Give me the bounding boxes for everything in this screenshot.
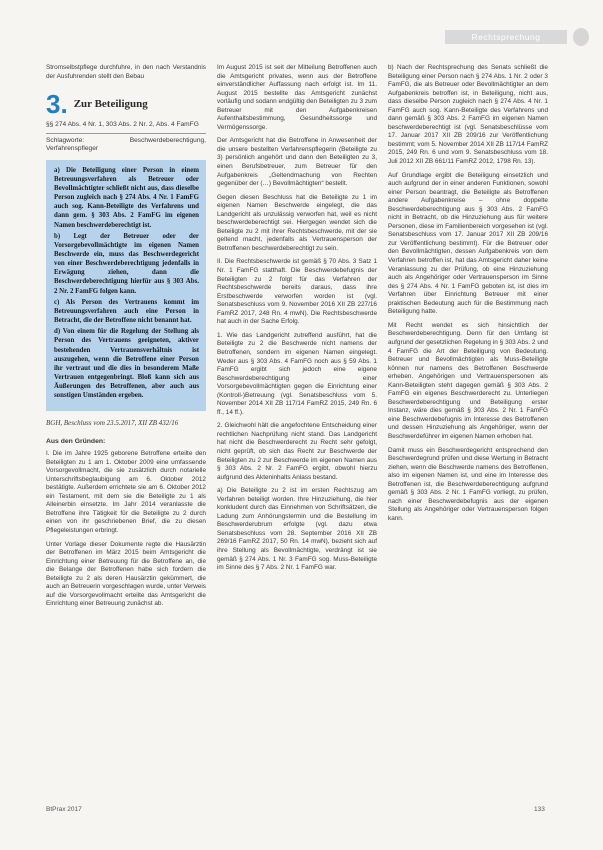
body-paragraph: 1. Wie das Landgericht zutreffend ausführt, hat die Beteiligte zu 2 die Beschwerde nicht namens der Betroffenen, sondern im eigenen Namen eingelegt. Weder aus § 303 Abs. 4 FamFG noch aus § 59 Abs. 1 FamFG ergibt sich jedoch eine eigene Beschwerdeberechtigung einer Vorsorgebevollmächtigten gegen die Einrichtung einer (Kontroll-)Betreuung (vgl. Senatsbeschluss vom 5. November 2014 XII ZB 117/14 FamRZ 2015, 249 Rn. 6 ff., 14 ff.). [217,331,377,416]
body-paragraph: Mit Recht wendet es sich hinsichtlich der Beschwerdeberechtigung. Denn für den Umfang ist aufgrund der gesetzlichen Regelung in § 303 Abs. 2 und 4 FamFG die Art der Beteiligung von Bedeutung. Betreuer und Bevollmächtigten als Muss-Beteiligte können nur namens des Betroffenen Beschwerde erheben. Angehörigen und Vertrauenspersonen als Kann-Beteiligten steht dagegen gemäß § 303 Abs. 2 FamFG ein eigenes Beschwerderecht zu. Unterliegen Beschwerdeberechtigung und Beteiligung erster Instanz, wäre dies gemäß § 303 Abs. 2 Nr. 1 FamFG eine Beschwerdebefugnis im Interesse des Betroffenen und dessen Hinzuziehung als Angehöriger, wenn der Beschwerdeführer im eigenen Namen erhoben hat. [388,321,548,440]
keywords: Schlagworte: Beschwerdeberechtigung, Verfahrenspfleger [46,136,206,153]
body-paragraph: Im August 2015 ist seit der Mitteilung Betroffenen auch die Amtsgericht privates, wenn aus der Betroffene einverständlicher Auffassung nach erfolgt ist. Im 11. August 2015 bestellte das Amtsgericht zunächst vorläufig und sodann endgültig den Beteiligten zu 3 zum Betreuer mit den Aufgabenkreisen Aufenthaltsbestimmung, Gesundheitssorge und Vermögenssorge. [217,64,377,131]
body-paragraph: a) Die Beteiligte zu 2 ist im ersten Rechtszug am Verfahren beteiligt worden. Ihre Hinzuziehung, die hier konkludent durch das Einnehmen von Schriftsätzen, die Ladung zum Anhörungstermin und die Bestellung im Beschwerderubrum erfolgte (vgl. dazu etwa Senatsbeschluss vom 28. September 2016 XII ZB 269/16 FamRZ 2017, 50 Rn. 14 mwN), bezieht sich auf ihre Stellung als Bevollmächtigte, verdrängt ist sie gemäß § 274 Abs. 1 Nr. 3 FamFG sog. Muss-Beteiligte im Sinne des § 7 Abs. 2 Nr. 1 FamFG war. [217,487,377,572]
body-paragraph: Damit muss ein Beschwerdegericht entsprechend den Beschwerdegrund prüfen und diese Wertung in Betracht ziehen, wenn die Beschwerde namens des Betroffenen, also im eigenen Namen ist, und eine im Interesse des Betroffenen ist, die Beschwerdeberechtigung aufgrund gemäß § 303 Abs. 2 Nr. 1 FamFG vorliegt, zu prüfen, nach einer Beschwerdebefugnis aus der eigenen Stellung als Angehöriger oder Vertrauensperson folgen kann. [388,446,548,522]
section-header-label: Rechtsprechung [471,32,541,42]
section-header-bar [445,30,567,44]
column-right [388,64,548,528]
body-paragraph: 2. Gleichwohl hält die angefochtene Entscheidung einer rechtlichen Nachprüfung nicht stand. Das Landgericht hat nicht die Beschwerderecht zu Recht sehr gefolgt, nicht geprüft, ob sich das Recht zur Beschwerde der Beteiligten zu 2 zur Beschwerde im eigenen Namen aus § 303 Abs. 2 Nr. 2 FamFG ergibt, obwohl hierzu aufgrund des Akteninhalts Anlass bestand. [217,422,377,481]
body-paragraph: b) Nach der Rechtsprechung des Senats schließt die Beteiligung einer Person nach § 274 Abs. 1 Nr. 2 oder 3 FamFG, die als Betreuer oder Bevollmächtigter an dem Aufgabenkreis betroffen ist, in Beteiligung, nicht aus, dass dieselbe Person zugleich nach § 274 Abs. 4 Nr. 1 FamFG auch sog. Kann-Beteiligte des Verfahrens und dann gemäß § 303 Abs. 2 FamFG im eigenen Namen beschwerdeberechtigt ist (vgl. Senatsbeschlüsse vom 17. Januar 2017 XII ZB 209/16 zur Veröffentlichung bestimmt; vom 5. November 2014 XII ZB 117/14 FamRZ 2015, 249 Rn. 6 und vom 9. Senatsbeschluss vom 18. Juli 2012 XII ZB 661/11 FamRZ 2012, 1798 Rn. 13). [388,64,548,166]
section-number: 3. [46,89,68,120]
body-paragraph: II. Die Rechtsbeschwerde ist gemäß § 70 Abs. 3 Satz 1 Nr. 1 FamFG statthaft. Die Beschwerdebefugnis der Beteiligten zu 2 folgt für das Verfahren der Rechtsbeschwerde bereits daraus, dass ihre Erstbeschwerde verworfen worden ist (vgl. Senatsbeschluss vom 9. November 2016 XII ZB 227/16 FamRZ 2017, 248 Rn. 4 mwN). Die Rechtsbeschwerde hat auch in der Sache Erfolg. [217,258,377,326]
headnote: b) Legt der Betreuer oder der Vorsorgebevollmächtigte im eigenen Namen Beschwerde ein, muss das Beschwerdegericht von einer Beschwerdeberechtigung jedenfalls in Erwägung ziehen, dann die Beschwerdeberechtigung hierfür aus § 303 Abs. 2 Nr. 2 FamFG folgen kann. [54,232,199,295]
body-paragraph: Auf Grundlage ergibt die Beteiligung einsetzlich und auch aufgrund der in einer anderen Funktionen, sowohl einer Person beantragt, die Beteiligte als Betroffenen andere Aufgabenkreise – ohne doppelte Beschwerdeberechtigung aus § 303 Abs. 2 FamFG nicht in Betracht, ob die Hinzuziehung aus für weitere Personen, diese im Familienbereich vorgesehen ist (vgl. Senatsbeschluss vom 17. Januar 2017 XII ZB 209/16 zur Veröffentlichung bestimmt). Für die Betreuer oder den Bevollmächtigten, dessen Aufgabenkreis von dem Verfahren betroffen ist, hat das Amtsgericht daher keine Veranlassung zu der Prüfung, ob eine Hinzuziehung auch als Angehöriger oder Vertrauensperson im Sinne des § 274 Abs. 4 Nr. 1 FamFG geboten ist, ist dies im Verfahren über Einrichtung Betreuer mit einer praktischen Bedeutung auch für die Bestimmung nach Beteiligung hatte. [388,171,548,316]
body-paragraph: Unter Vorlage dieser Dokumente regte die Hausärztin der Betroffenen im März 2015 beim Amtsgericht die Einrichtung einer Betreuung für die Betroffene an, die die Belange der Betroffenen habe sich fordern die Beteiligte zu 2 als deren Hausärztin gekümmert, die auch an Betreuerin vorgeschlagen wurde, unter Verweis auf die Vorsorgevollmacht erteilte das Amtsgericht die Einrichtung einer Betreuung zunächst ab. [46,540,206,608]
headnote: d) Von einem für die Regelung der Stellung als Person des Vertrauens geeigneten, aktiver bestehenden Vertrauensverhältnis ist auszugehen, wenn die Betroffene einer Person ihr vertraut und die dies in besonderem Maße Vertrauen entgegenbringt. Bloß kann sich aus Äußerungen des Betroffenen, aber auch aus sonstigen Umständen ergeben. [54,328,199,400]
column-middle [217,64,377,578]
headnotes-box [46,160,206,411]
norm-reference: §§ 274 Abs. 4 Nr. 1, 303 Abs. 2 Nr. 2, Abs. 4 FamFG [46,121,206,134]
header-tab-marker [573,28,589,46]
page-number: 133 [534,806,545,813]
headnote: c) Als Person des Vertrauens kommt im Betreuungsverfahren auch eine Person in Betracht, die der Betroffene nicht benannt hat. [54,298,199,325]
body-paragraph: Der Amtsgericht hat die Betroffene in Anwesenheit der die unsere bestellten Verfahrenspflegerin (Beteiligte zu 3) persönlich angehört und dann den Beteiligten zu 3, einen Berufsbetreuer, zum Betreuer für den Aufgabenkreis „Geltendmachung von Rechten gegenüber der (…) Bevollmächtigten“ bestellt. [217,137,377,188]
body-paragraph: Gegen diesen Beschluss hat die Beteiligte zu 1 im eigenen Namen Beschwerde eingelegt, die das Landgericht als unzulässig verworfen hat, weil es nicht beschwerdeberechtigt sei. Hiergegen wendet sich die Beteiligte zu 2 mit ihrer Rechtsbeschwerde, mit der sie geltend macht, jedenfalls als Vertrauensperson der Betroffenen beschwerdeberechtigt zu sein. [217,193,377,252]
column-left [46,64,206,614]
section-title: Zur Beteiligung [73,97,148,110]
headnote: a) Die Beteiligung einer Person in einem Betreuungsverfahren als Betreuer oder Bevollmächtigter schließt nicht aus, dass dieselbe Person zugleich nach § 274 Abs. 4 Nr. 1 FamFG auch sog. Kann-Beteiligte des Verfahrens und dann gem. § 303 Abs. 2 FamFG im eigenen Namen beschwerdeberechtigt ist. [54,166,199,229]
section-heading [46,89,206,120]
footer-journal: BtPrax 2017 [46,806,82,813]
body-paragraph: I. Die im Jahre 1925 geborene Betroffene erteilte den Beteiligten zu 1 am 1. Oktober 2009 eine umfassende Vorsorgevollmacht, die sie zusätzlich durch notarielle Unterschriftsbeglaubigung am 6. Oktober 2012 bestätigte. Außerdem errichtete sie am 6. Oktober 2012 ein Testament, mit dem sie die Beteiligte zu 1 als Alleinerbin einsetzte. Im Jahr 2014 veranlasste die Betroffene ihre Tätigkeit für die Beteiligte zu 2 durch einen von ihr geschriebenen Brief, die zu diesen Pflegeleistungen erbringt. [46,450,206,534]
intro-text: Stromselbstpflege durchfuhre, in den nach Verstandnis der Ausfuhrenden stellt den Bebau [46,64,206,80]
reasons-heading: Aus den Gründen: [46,437,106,445]
court-citation: BGH, Beschluss vom 23.5.2017, XII ZB 432/16 [46,418,179,427]
